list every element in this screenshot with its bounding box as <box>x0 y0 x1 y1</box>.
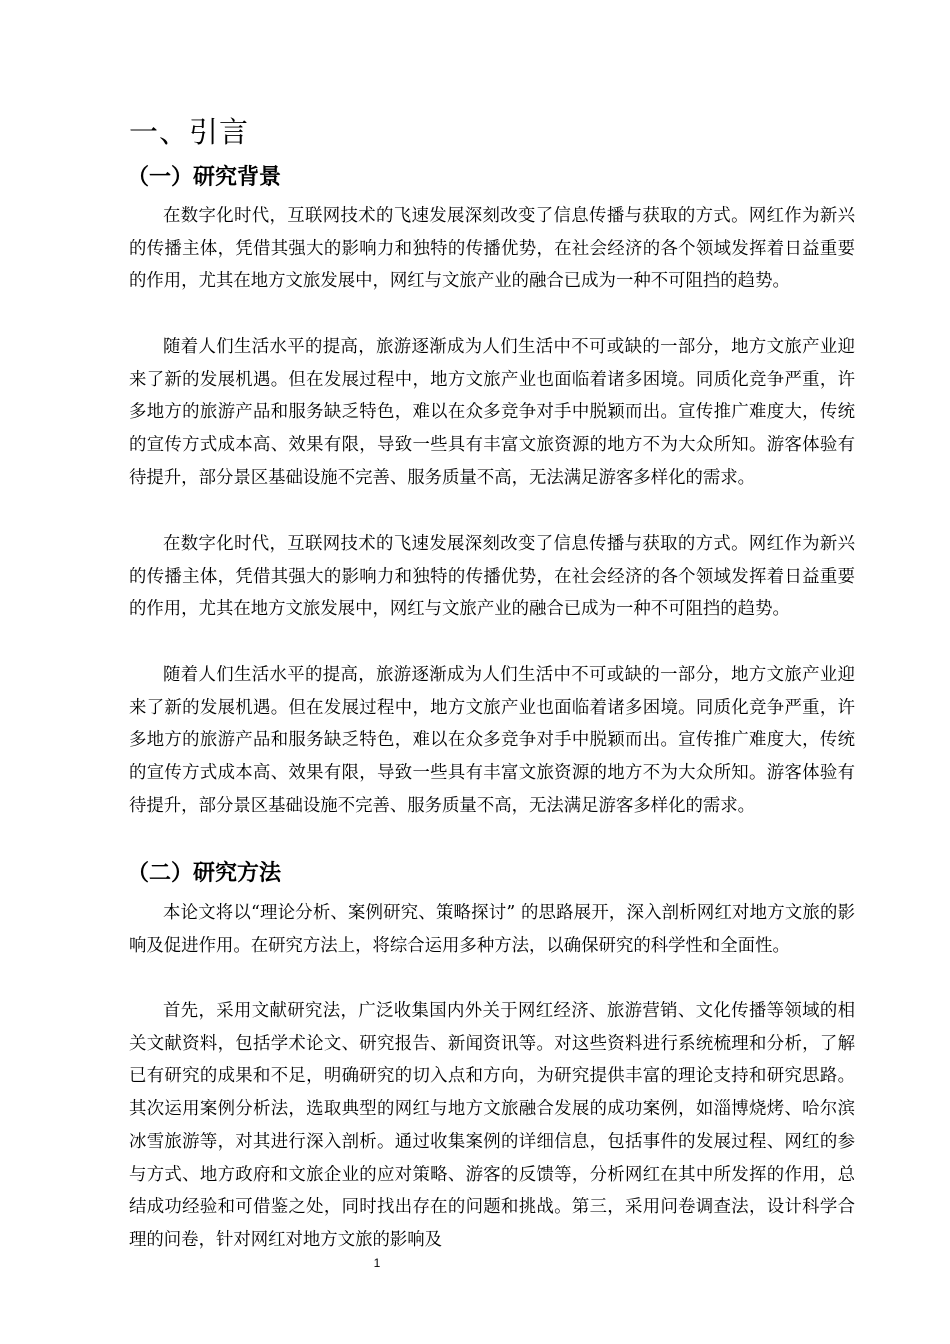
paragraph: 随着人们生活水平的提高，旅游逐渐成为人们生活中不可或缺的一部分，地方文旅产业迎来了新的发展机遇。但在发展过程中，地方文旅产业也面临着诸多困境。同质化竞争严重，许多地方的旅游产品和服务缺乏特色，难以在众多竞争对手中脱颖而出。宣传推广难度大，传统的宣传方式成本高、效果有限，导致一些具有丰富文旅资源的地方不为大众所知。游客体验有待提升，部分景区基础设施不完善、服务质量不高，无法满足游客多样化的需求。 <box>129 337 855 488</box>
paragraph: 本论文将以“理论分析、案例研究、策略探讨” 的思路展开，深入剖析网红对地方文旅的影响及促进作用。在研究方法上，将综合运用多种方法，以确保研究的科学性和全面性。 <box>129 903 855 956</box>
section-title-background: （一）研究背景 <box>127 165 282 190</box>
paragraph: 在数字化时代，互联网技术的飞速发展深刻改变了信息传播与获取的方式。网红作为新兴的传播主体，凭借其强大的影响力和独特的传播优势，在社会经济的各个领域发挥着日益重要的作用，尤其在地方文旅发展中，网红与文旅产业的融合已成为一种不可阻挡的趋势。 <box>129 206 855 292</box>
paragraph: 随着人们生活水平的提高，旅游逐渐成为人们生活中不可或缺的一部分，地方文旅产业迎来了新的发展机遇。但在发展过程中，地方文旅产业也面临着诸多困境。同质化竞争严重，许多地方的旅游产品和服务缺乏特色，难以在众多竞争对手中脱颖而出。宣传推广难度大，传统的宣传方式成本高、效果有限，导致一些具有丰富文旅资源的地方不为大众所知。游客体验有待提升，部分景区基础设施不完善、服务质量不高，无法满足游客多样化的需求。 <box>129 665 855 816</box>
section-title-methods: （二）研究方法 <box>127 861 282 886</box>
page-number: 1 <box>373 1256 381 1270</box>
paragraph: 在数字化时代，互联网技术的飞速发展深刻改变了信息传播与获取的方式。网红作为新兴的传播主体，凭借其强大的影响力和独特的传播优势，在社会经济的各个领域发挥着日益重要的作用，尤其在地方文旅发展中，网红与文旅产业的融合已成为一种不可阻挡的趋势。 <box>129 534 855 620</box>
paragraph: 首先，采用文献研究法，广泛收集国内外关于网红经济、旅游营销、文化传播等领域的相关文献资料，包括学术论文、研究报告、新闻资讯等。对这些资料进行系统梳理和分析，了解已有研究的成果和不足，明确研究的切入点和方向，为研究提供丰富的理论支持和研究思路。其次运用案例分析法，选取典型的网红与地方文旅融合发展的成功案例，如淄博烧烤、哈尔滨冰雪旅游等，对其进行深入剖析。通过收集案例的详细信息，包括事件的发展过程、网红的参与方式、地方政府和文旅企业的应对策略、游客的反馈等，分析网红在其中所发挥的作用，总结成功经验和可借鉴之处，同时找出存在的问题和挑战。第三，采用问卷调查法，设计科学合理的问卷，针对网红对地方文旅的影响及 <box>129 1001 855 1250</box>
chapter-heading: 一、引言 <box>129 115 250 149</box>
